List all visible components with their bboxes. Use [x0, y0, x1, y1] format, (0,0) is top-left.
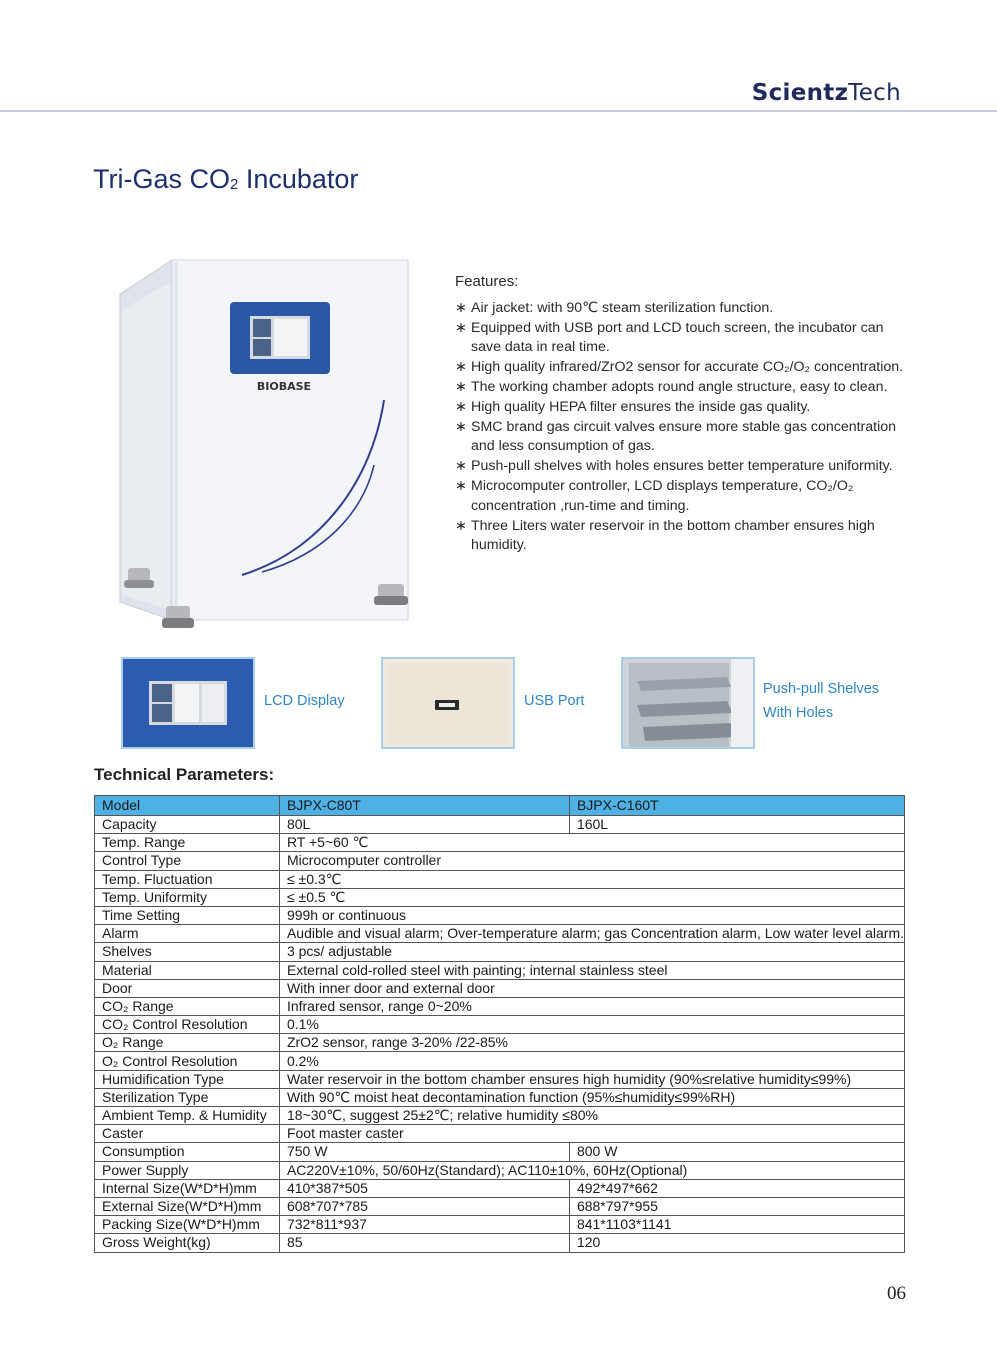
feature-item: ∗ Microcomputer controller, LCD displays temperature, CO₂/O₂ concentration ,run-time and timing. [455, 477, 854, 514]
feature-item: ∗ Equipped with USB port and LCD touch screen, the incubator can save data in real time. [455, 319, 884, 356]
table-row [95, 1034, 905, 1052]
table-row [95, 1161, 905, 1179]
table-row [95, 961, 905, 979]
param-value-cell: ZrO2 sensor, range 3-20% /22-85% [279, 1034, 904, 1052]
param-value-cell: Audible and visual alarm; Over-temperature alarm; gas Concentration alarm, Low water level alarm. [279, 925, 904, 943]
param-value-cell: 160L [569, 816, 904, 834]
page-number: 06 [887, 1283, 906, 1304]
asterisk-icon: ∗ [455, 359, 467, 376]
param-name-cell: Ambient Temp. & Humidity [95, 1107, 280, 1125]
param-value-cell: 80L [279, 816, 569, 834]
table-row [95, 925, 905, 943]
asterisk-icon: ∗ [455, 477, 467, 494]
param-value-cell: BJPX-C80T [279, 796, 569, 816]
table-row [95, 888, 905, 906]
param-name-cell: CO₂ Control Resolution [95, 1016, 280, 1034]
param-value-cell: RT +5~60 ℃ [279, 834, 904, 852]
table-row [95, 1216, 905, 1234]
table-row [95, 1125, 905, 1143]
param-name-cell: O₂ Range [95, 1034, 280, 1052]
param-value-cell: With 90℃ moist heat decontamination function (95%≤humidity≤99%RH) [279, 1088, 904, 1106]
param-value-cell: 0.2% [279, 1052, 904, 1070]
param-value-cell: 492*497*662 [569, 1179, 904, 1197]
param-value-cell: ≤ ±0.5 ℃ [279, 888, 904, 906]
table-row [95, 997, 905, 1015]
param-name-cell: Time Setting [95, 906, 280, 924]
incubator-product-image [112, 250, 422, 640]
brand-logo: ScientzTech [751, 80, 901, 106]
lcd-display-label: LCD Display [264, 693, 345, 709]
shelves-label: Push-pull Shelves With Holes [763, 681, 880, 721]
table-row [95, 1052, 905, 1070]
table-row [95, 1088, 905, 1106]
param-value-cell: Microcomputer controller [279, 852, 904, 870]
asterisk-icon: ∗ [455, 418, 467, 435]
param-name-cell: Temp. Range [95, 834, 280, 852]
table-row [95, 1179, 905, 1197]
feature-item: ∗ High quality infrared/ZrO2 sensor for accurate CO₂/O₂ concentration. [455, 358, 915, 378]
table-row [95, 943, 905, 961]
usb-port-label: USB Port [524, 693, 585, 709]
technical-parameters-table [94, 795, 905, 1253]
param-value-cell: 85 [279, 1234, 569, 1252]
table-row [95, 1197, 905, 1215]
param-value-cell: Infrared sensor, range 0~20% [279, 997, 904, 1015]
param-name-cell: Material [95, 961, 280, 979]
param-value-cell: Foot master caster [279, 1125, 904, 1143]
table-row [95, 1234, 905, 1252]
table-row [95, 816, 905, 834]
asterisk-icon: ∗ [455, 378, 467, 395]
feature-item: ∗ Push-pull shelves with holes ensures better temperature uniformity. [455, 457, 915, 477]
param-value-cell: 608*707*785 [279, 1197, 569, 1215]
table-row [95, 834, 905, 852]
param-name-cell: O₂ Control Resolution [95, 1052, 280, 1070]
param-name-cell: Control Type [95, 852, 280, 870]
asterisk-icon: ∗ [455, 299, 467, 316]
param-value-cell: 688*797*955 [569, 1197, 904, 1215]
features-title: Features: [455, 273, 519, 290]
feature-item: ∗ Three Liters water reservoir in the bottom chamber ensures high humidity. [455, 517, 875, 554]
param-value-cell: 750 W [279, 1143, 569, 1161]
asterisk-icon: ∗ [455, 398, 467, 415]
param-value-cell: 3 pcs/ adjustable [279, 943, 904, 961]
table-row [95, 1107, 905, 1125]
feature-item: ∗ High quality HEPA filter ensures the inside gas quality. [455, 398, 915, 418]
param-name-cell: Model [95, 796, 280, 816]
shelves-thumbnail [621, 657, 755, 749]
param-name-cell: Consumption [95, 1143, 280, 1161]
param-name-cell: Temp. Uniformity [95, 888, 280, 906]
features-list [455, 272, 915, 556]
param-name-cell: Humidification Type [95, 1070, 280, 1088]
param-value-cell: 410*387*505 [279, 1179, 569, 1197]
param-name-cell: Temp. Fluctuation [95, 870, 280, 888]
asterisk-icon: ∗ [455, 517, 467, 534]
param-name-cell: Power Supply [95, 1161, 280, 1179]
asterisk-icon: ∗ [455, 458, 467, 475]
table-row [95, 1070, 905, 1088]
param-name-cell: Shelves [95, 943, 280, 961]
table-row [95, 1143, 905, 1161]
param-value-cell: Water reservoir in the bottom chamber ensures high humidity (90%≤relative humidity≤99%) [279, 1070, 904, 1088]
usb-port-thumbnail [381, 657, 515, 749]
table-row [95, 906, 905, 924]
param-name-cell: Sterilization Type [95, 1088, 280, 1106]
param-value-cell: AC220V±10%, 50/60Hz(Standard); AC110±10%, 60Hz(Optional) [279, 1161, 904, 1179]
table-header-row [95, 796, 905, 816]
param-value-cell: 0.1% [279, 1016, 904, 1034]
header-divider [0, 110, 997, 112]
feature-item: ∗ Air jacket: with 90℃ steam sterilization function. [455, 299, 915, 319]
param-name-cell: Alarm [95, 925, 280, 943]
param-value-cell: ≤ ±0.3℃ [279, 870, 904, 888]
page-title: Tri-Gas $CO_2$ Incubator [93, 164, 359, 194]
param-name-cell: Capacity [95, 816, 280, 834]
asterisk-icon: ∗ [455, 319, 467, 336]
param-name-cell: Caster [95, 1125, 280, 1143]
param-value-cell: BJPX-C160T [569, 796, 904, 816]
param-value-cell: With inner door and external door [279, 979, 904, 997]
table-row [95, 979, 905, 997]
param-value-cell: 732*811*937 [279, 1216, 569, 1234]
param-value-cell: 120 [569, 1234, 904, 1252]
param-name-cell: Door [95, 979, 280, 997]
param-value-cell: External cold-rolled steel with painting; internal stainless steel [279, 961, 904, 979]
param-name-cell: CO₂ Range [95, 997, 280, 1015]
table-row [95, 870, 905, 888]
param-name-cell: External Size(W*D*H)mm [95, 1197, 280, 1215]
param-value-cell: 18~30℃, suggest 25±2℃; relative humidity ≤80% [279, 1107, 904, 1125]
feature-item: ∗ SMC brand gas circuit valves ensure more stable gas concentration and less consumption of gas. [455, 418, 897, 455]
param-name-cell: Gross Weight(kg) [95, 1234, 280, 1252]
lcd-display-thumbnail [121, 657, 255, 749]
biobase-logo: BIOBASE [256, 380, 312, 393]
param-value-cell: 999h or continuous [279, 906, 904, 924]
param-name-cell: Packing Size(W*D*H)mm [95, 1216, 280, 1234]
param-value-cell: 841*1103*1141 [569, 1216, 904, 1234]
param-name-cell: Internal Size(W*D*H)mm [95, 1179, 280, 1197]
param-value-cell: 800 W [569, 1143, 904, 1161]
table-row [95, 852, 905, 870]
table-row [95, 1016, 905, 1034]
feature-item: ∗ The working chamber adopts round angle structure, easy to clean. [455, 378, 915, 398]
technical-parameters-title: Technical Parameters: [94, 765, 275, 784]
